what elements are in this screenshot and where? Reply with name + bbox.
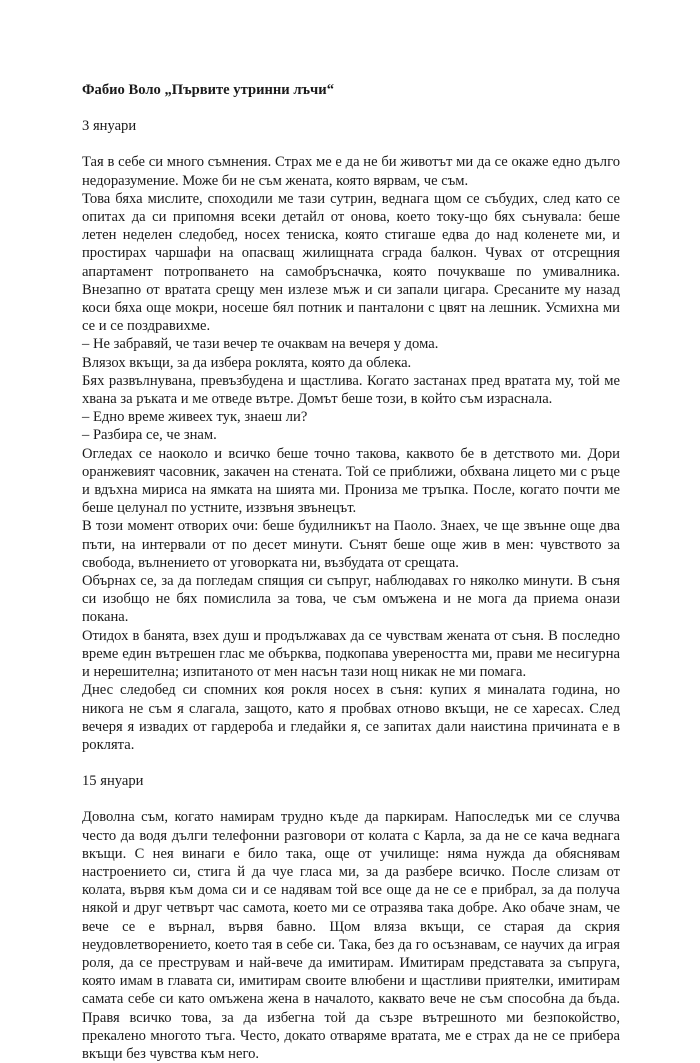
paragraph: В този момент отворих очи: беше будилникът на Паоло. Знаех, че ще звънне още два пъти, на интервали от по десет минути. Сънят беше още жив в мен: чувството за свобода, вълнението от уговорката ни, възбудата от срещата. <box>82 518 620 571</box>
entry-date: 15 януари <box>82 773 144 790</box>
paragraph: Обърнах се, за да погледам спящия си съпруг, наблюдавах го няколко минути. В съня си изобщо не бях помислила за това, че съм омъжена и не мога да приема онази покана. <box>82 573 620 626</box>
paragraph: Отидох в банята, взех душ и продължавах да се чувствам жената от съня. В последно време един вътрешен глас ме обърква, подкопава увереността ми, прави ме несигурна и нерешителна; изпитаното от мен насън тази нощ никак не ми помага. <box>82 627 620 681</box>
document-title: Фабио Воло „Първите утринни лъчи“ <box>82 82 334 98</box>
paragraph: Бях развълнувана, превъзбудена и щастлива. Когато застанах пред вратата му, той ме хвана за ръката и ме отведе вътре. Домът беше този, в който съм израснала. <box>82 372 620 408</box>
paragraph: Днес следобед си спомних коя рокля носех в съня: купих я миналата година, но никога не съм я слагала, защото, като я пробвах отново вкъщи, не се харесах. След вечеря я извадих от гардероба и гледайки я, се запитах дали наистина причината е в роклята. <box>82 682 620 753</box>
document-body <box>82 81 620 1063</box>
dialogue-line: – Не забравяй, че тази вечер те очаквам на вечеря у дома. <box>82 336 439 353</box>
paragraph: Тая в себе си много съмнения. Страх ме е да не би животът ми да се окаже едно дълго недоразумение. Може би не съм жената, която вярвам, че съм. <box>82 154 620 189</box>
section-spacer <box>82 754 620 772</box>
dialogue-line: – Едно време живеех тук, знаеш ли? <box>82 409 308 426</box>
dialogue-line: – Разбира се, че знам. <box>82 427 217 444</box>
paragraph: Влязох вкъщи, за да избера роклята, която да облека. <box>82 354 412 371</box>
paragraph: Доволна съм, когато намирам трудно къде да паркирам. Напоследък ми се случва често да водя дълги телефонни разговори от колата с Карла, за да не се кача веднага вкъщи. С нея винаги е било така, още от училище: няма нужда да обяснявам настроението си, стига й да чуе гласа ми, за да разбере всичко. После слизам от колата, вървя към дома си и се надявам той все още да не се е прибрал, за да получа някой и друг четвърт час самота, което ми се отразява така добре. Ако обаче знам, че вече се е върнал, вървя бавно. Щом вляза вкъщи, се старая да скрия неудовлетворението, което тая в себе си. Така, без да го осъзнавам, се научих да играя роля, да се преструвам и най-вече да имитирам. Имитирам представата за съпруга, която имам в главата си, имитирам своите влюбени и щастливи приятелки, имитирам самата себе си като омъжена жена в началото, каквато вече не съм способна да бъда. Правя всичко това, за да избегна той да съзре вътрешното ми безпокойство, прекалено многото тъга. Често, докато отваряме вратата, ме е страх да не се прибера вкъщи без чувства към него. <box>82 809 620 1062</box>
paragraph: Това бяха мислите, споходили ме тази сутрин, веднага щом се събудих, след като се опитах да си припомня всеки детайл от онова, което току-що бях сънувала: беше летен неделен следобед, носех тениска, която стигаше едва до над коленете ми, и простирах чаршафи на опасващ жилищната сграда балкон. Чувах от отсрещния апартамент потропването на самобръсначка, която почукваше по умивалника. Внезапно от вратата срещу мен излезе мъж и си запали цигара. Сресаните му назад коси бяха още мокри, носеше бял потник и панталони с цвят на лешник. Усмихна ми се и се поздравихме. <box>82 190 620 335</box>
entry-date: 3 януари <box>82 118 137 135</box>
paragraph: Огледах се наоколо и всичко беше точно такова, каквото бе в детството ми. Дори оранжевият часовник, закачен на стената. Той се приближи, обхвана лицето ми с ръце и вдъхна мириса на ямката на шията ми. Прониза ме тръпка. После, когато почти ме беше целунал по устните, иззвъня звънецът. <box>82 445 620 517</box>
